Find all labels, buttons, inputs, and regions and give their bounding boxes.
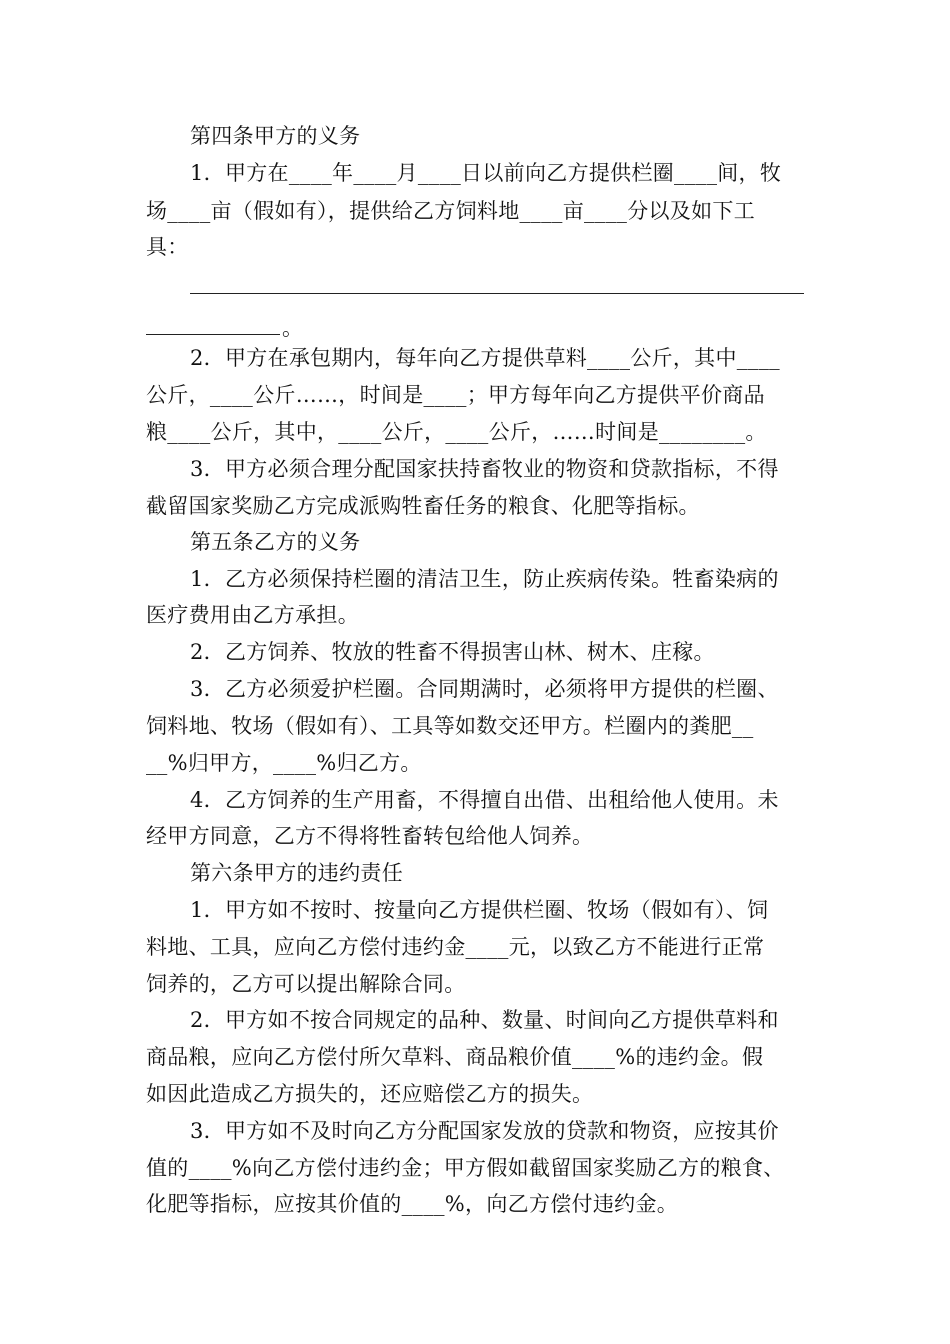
tools-fill-rule	[190, 293, 804, 294]
tools-fill-rule-short	[146, 334, 280, 335]
article-5-heading: 第五条乙方的义务	[190, 530, 361, 554]
paragraph-line: 值的____%向乙方偿付违约金；甲方假如截留国家奖励乙方的粮食、	[146, 1156, 785, 1180]
paragraph-line: 3．甲方如不及时向乙方分配国家发放的贷款和物资，应按其价	[190, 1119, 779, 1143]
paragraph-line: 如因此造成乙方损失的，还应赔偿乙方的损失。	[146, 1082, 594, 1106]
paragraph-line: 2．乙方饲养、牧放的牲畜不得损害山林、树木、庄稼。	[190, 640, 715, 664]
paragraph-line: 经甲方同意，乙方不得将牲畜转包给他人饲养。	[146, 824, 594, 848]
period-mark: 。	[282, 316, 303, 340]
paragraph-line: 饲养的，乙方可以提出解除合同。	[146, 972, 466, 996]
paragraph-line: 饲料地、牧场（假如有）、工具等如数交还甲方。栏圈内的粪肥__	[146, 714, 754, 738]
paragraph-line: 3．乙方必须爱护栏圈。合同期满时，必须将甲方提供的栏圈、	[190, 677, 779, 701]
paragraph-line: 1．乙方必须保持栏圈的清洁卫生，防止疾病传染。牲畜染病的	[190, 567, 779, 591]
paragraph-line: 化肥等指标，应按其价值的____%，向乙方偿付违约金。	[146, 1192, 679, 1216]
article-4-heading: 第四条甲方的义务	[190, 124, 361, 148]
paragraph-line: 1．甲方在____年____月____日以前向乙方提供栏圈____间，牧	[190, 161, 782, 185]
paragraph-line: 截留国家奖励乙方完成派购牲畜任务的粮食、化肥等指标。	[146, 494, 700, 518]
paragraph-line: 料地、工具，应向乙方偿付违约金____元，以致乙方不能进行正常	[146, 935, 765, 959]
paragraph-line: 场____亩（假如有），提供给乙方饲料地____亩____分以及如下工	[146, 199, 755, 223]
paragraph-line: 公斤，____公斤……，时间是____；甲方每年向乙方提供平价商品	[146, 383, 765, 407]
paragraph-line: 3．甲方必须合理分配国家扶持畜牧业的物资和贷款指标，不得	[190, 457, 779, 481]
paragraph-line: 医疗费用由乙方承担。	[146, 603, 359, 627]
paragraph-line: 2．甲方如不按合同规定的品种、数量、时间向乙方提供草料和	[190, 1008, 779, 1032]
paragraph-line: 粮____公斤，其中，____公斤，____公斤，……时间是________。	[146, 420, 767, 444]
paragraph-line: 商品粮，应向乙方偿付所欠草料、商品粮价值____%的违约金。假	[146, 1045, 764, 1069]
paragraph-line: 4．乙方饲养的生产用畜，不得擅自出借、出租给他人使用。未	[190, 788, 779, 812]
paragraph-line: 1．甲方如不按时、按量向乙方提供栏圈、牧场（假如有）、饲	[190, 898, 769, 922]
paragraph-line: __%归甲方，____%归乙方。	[146, 751, 422, 775]
article-6-heading: 第六条甲方的违约责任	[190, 861, 403, 885]
paragraph-line: 2．甲方在承包期内，每年向乙方提供草料____公斤，其中____	[190, 346, 780, 370]
paragraph-line: 具：	[146, 235, 189, 259]
